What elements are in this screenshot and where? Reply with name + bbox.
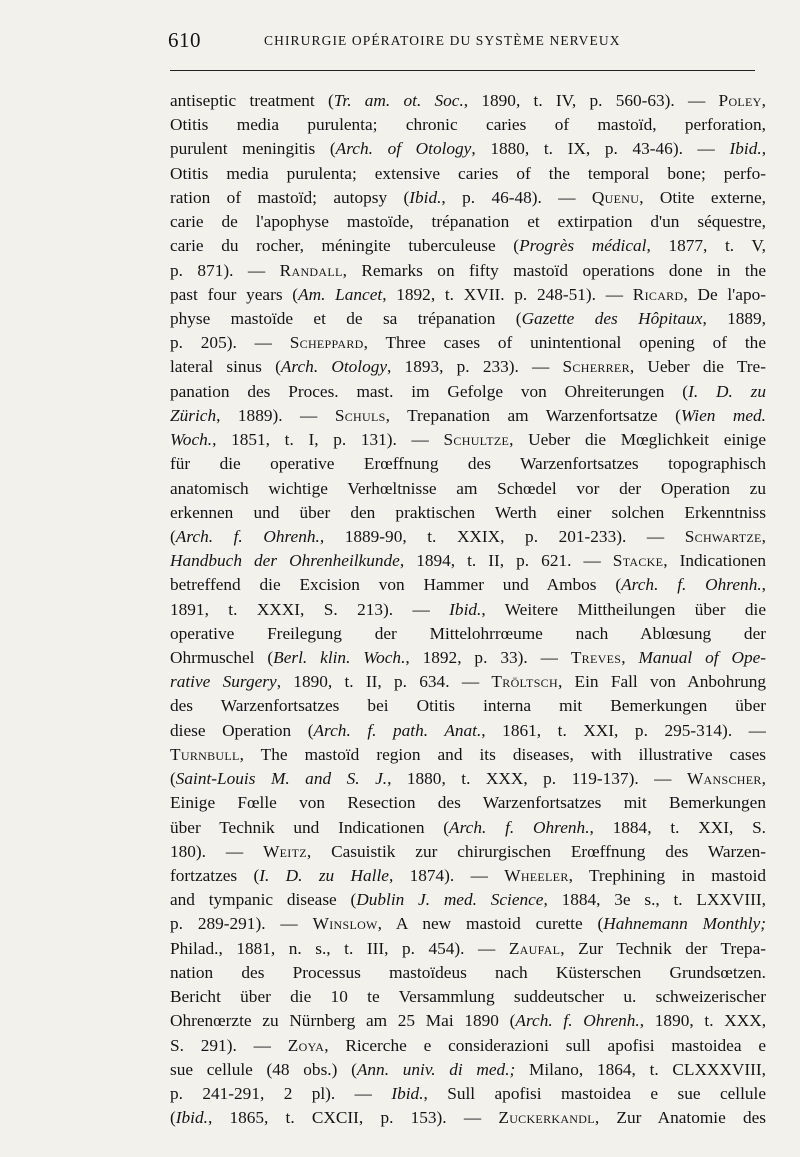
author-name: Poley [718,91,762,110]
text-run: , 1892, p. 33). — [405,648,571,668]
text-line [170,864,766,888]
italic-citation: Ibid. [729,139,762,159]
text-run: nation des Processus mastoïdeus nach Küsterschen Grundsœtzen. [170,962,766,982]
text-line [170,89,766,113]
italic-citation: Gazette des Hôpitaux [521,308,703,328]
text-run: and tympanic disease ( [170,890,357,910]
text-line [170,622,766,646]
italic-citation: Arch. f. Ohrenh. [515,1011,640,1031]
text-run: Otitis media purulenta; chronic caries of mastoïd, perforation, [170,115,766,135]
text-run: , p. 46-48). — [441,187,592,207]
text-run: , 1874). — [388,866,505,885]
author-name: Zuckerkandl [498,1108,595,1128]
text-line [170,331,766,355]
text-line [170,1082,766,1106]
text-run: , 1889). — [216,405,335,425]
author-name: Schwartze [684,526,762,546]
text-run: , Casuistik zur chirurgischen Erœffnung des Warzen- [306,841,766,861]
italic-citation: Manual of Ope- [638,648,766,668]
text-line [170,985,766,1009]
text-run: , Ueber die Tre- [629,357,766,377]
text-line [170,743,766,767]
text-line [170,283,766,307]
text-run: ( [170,769,176,789]
text-run: , Otite externe, [639,187,766,207]
text-line [170,1009,766,1033]
text-run: Philad., 1881, n. s., t. III, p. 454). — [170,938,509,958]
text-run: Otitis media purulenta; extensive caries of the temporal bone; perfo- [170,163,766,183]
italic-citation: Saint-Louis M. and S. J. [175,769,388,789]
text-run: antiseptic treatment ( [170,91,334,110]
author-name: Turnbull [170,744,240,764]
text-line [170,888,766,912]
bibliography-text [170,89,766,1130]
text-run: operative Freilegung der Mittelohrrœume nach Ablœsung der [170,623,766,643]
text-run: carie de l'apophyse mastoïde, trépanation et extirpation d'un séquestre, [170,212,766,232]
author-name: Scherrer [562,357,630,377]
text-run: , 1893, p. 233). — [387,357,563,377]
italic-citation: Arch. f. Ohrenh. [449,817,590,837]
italic-citation: Tr. am. ot. Soc. [333,91,464,110]
italic-citation: Ann. univ. di med.; [356,1059,516,1079]
author-name: Ricard [632,284,684,304]
author-name: Scheppard [289,333,364,353]
text-line [170,840,766,864]
text-run: , 1865, t. CXCII, p. 153). — [207,1108,499,1128]
italic-citation: Dublin J. med. Science [356,890,544,910]
text-run: , 1890, t. XXX, [639,1011,766,1031]
text-line [170,137,766,161]
author-name: Schuls [334,405,386,425]
text-run: , [761,769,766,789]
italic-citation: Woch. [170,430,213,450]
text-run: , 1851, t. I, p. 131). — [212,430,444,450]
text-run: 180). — [170,841,264,861]
text-line [170,1106,766,1130]
text-run: anatomisch wichtige Verhœltnisse am Schœdel vor der Operation zu [170,478,766,498]
text-line [170,767,766,791]
text-run: , Zur Anatomie des [594,1108,766,1128]
text-run: p. 871). — [170,260,280,280]
author-name: Schultze [443,430,510,450]
italic-citation: Ibid. [175,1108,208,1128]
italic-citation: Arch. f. path. Anat. [313,720,482,740]
text-run: Ohrmuschel ( [170,648,274,668]
text-line [170,1058,766,1082]
text-line [170,477,766,501]
italic-citation: Am. Lancet [298,284,383,304]
text-run: panation des Proces. mast. im Gefolge von Ohreiterungen ( [170,381,689,401]
text-line [170,937,766,961]
text-run: , 1884, 3e s., t. LXXVIII, [543,890,766,910]
text-line [170,961,766,985]
text-run: , A new mastoid curette ( [377,914,604,934]
text-run: , Three cases of unintentional opening of the [363,333,766,353]
text-run: , Trephining in mastoid [568,866,766,885]
page-number: 610 [168,28,201,52]
text-line [170,501,766,525]
text-run: , Weitere Mittheilungen über die [481,599,766,619]
text-run: , 1877, t. V, [646,236,766,256]
text-line [170,234,766,258]
text-run: past four years ( [170,284,299,304]
text-line [170,259,766,283]
italic-citation: Arch. f. Ohrenh. [175,526,320,546]
text-run: , The mastoïd region and its diseases, with illustrative cases [239,744,766,764]
text-run: , [761,139,766,159]
italic-citation: I. D. zu [688,381,766,401]
text-line [170,598,766,622]
text-line [170,452,766,476]
text-run: diese Operation ( [170,720,314,740]
text-run: für die operative Erœffnung des Warzenfortsatzes topographisch [170,454,766,474]
text-line [170,670,766,694]
italic-citation: Hahnemann Monthly; [603,914,766,934]
text-run: Milano, 1864, t. CLXXXVIII, [515,1059,766,1079]
text-run: , 1884, t. XXI, S. [589,817,766,837]
text-run: erkennen und über den praktischen Werth einer solchen Erkenntniss [170,502,766,522]
text-line [170,694,766,718]
text-run: ration of mastoïd; autopsy ( [170,187,410,207]
text-run: , Indicationen [663,551,766,571]
text-run: S. 291). — [170,1035,288,1055]
author-name: Zoya [287,1035,325,1055]
text-run: , Ricerche e considerazioni sull apofisi mastoidea e [324,1035,766,1055]
text-line [170,210,766,234]
text-run: , [761,575,766,595]
text-run: carie du rocher, méningite tuberculeuse ( [170,236,520,256]
author-name: Wanscher [686,769,762,789]
text-line [170,791,766,815]
italic-citation: rative Surgery [170,672,277,692]
text-line [170,404,766,428]
text-run: , Ein Fall von Anbohrung [557,672,766,692]
text-run: ( [170,1108,176,1128]
text-run: p. 289-291). — [170,914,313,934]
text-run: lateral sinus ( [170,357,281,377]
author-name: Winslow [312,914,378,934]
text-line [170,380,766,404]
text-line [170,719,766,743]
italic-citation: Progrès médical [519,236,647,256]
author-name: Quenu [591,187,640,207]
text-line [170,307,766,331]
italic-citation: Ibid. [449,599,482,619]
author-name: Wheeler [504,866,569,885]
text-run: , 1892, t. XVII. p. 248-51). — [382,284,633,304]
italic-citation: Ibid. [391,1083,424,1103]
author-name: Randall [279,260,343,280]
italic-citation: Arch. of Otology [335,139,472,159]
text-line [170,549,766,573]
text-run: des Warzenfortsatzes bei Otitis interna mit Bemerkungen über [170,696,766,716]
text-run: über Technik und Indicationen ( [170,817,450,837]
running-head [168,28,760,58]
text-run: p. 205). — [170,333,290,353]
author-name: Treves [570,648,622,668]
text-run: purulent meningitis ( [170,139,336,159]
text-run: ( [170,526,176,546]
italic-citation: I. D. zu Halle [259,866,389,885]
running-title: CHIRURGIE OPÉRATOIRE DU SYSTÈME NERVEUX [264,33,621,48]
text-run: , Ueber die Mœglichkeit einige [509,430,766,450]
text-run: , 1861, t. XXI, p. 295-314). — [481,720,766,740]
text-run: fortzatzes ( [170,866,260,885]
text-run: Einige Fœlle von Resection des Warzenfortsatzes mit Bemerkungen [170,793,766,813]
text-run: betreffend die Excision von Hammer und Ambos ( [170,575,622,595]
text-line [170,428,766,452]
text-run: , Remarks on fifty mastoïd operations done in the [342,260,766,280]
text-run: , 1889-90, t. XXIX, p. 201-233). — [319,526,685,546]
text-run: , [761,526,766,546]
text-line [170,525,766,549]
text-run: , [761,91,766,110]
text-line [170,816,766,840]
text-run: Ohrenœrzte zu Nürnberg am 25 Mai 1890 ( [170,1011,516,1031]
text-run: , De l'apo- [683,284,766,304]
italic-citation: Handbuch der Ohrenheilkunde [170,551,400,571]
italic-citation: Arch. Otology [280,357,388,377]
text-line [170,646,766,670]
text-run: sue cellule (48 obs.) ( [170,1059,357,1079]
text-run: , Sull apofisi mastoidea e sue cellule [423,1083,766,1103]
text-run: , 1880, t. IX, p. 43-46). — [471,139,730,159]
italic-citation: Zürich [170,405,217,425]
author-name: Zaufal [508,938,561,958]
text-line [170,912,766,936]
text-line [170,1034,766,1058]
text-run: , 1890, t. II, p. 634. — [276,672,492,692]
italic-citation: Arch. f. Ohrenh. [621,575,762,595]
text-run: Bericht über die 10 te Versammlung suddeutscher u. schweizerischer [170,987,766,1007]
text-line [170,573,766,597]
text-run: , 1880, t. XXX, p. 119-137). — [387,769,687,789]
text-run: physe mastoïde et de sa trépanation ( [170,308,522,328]
author-name: Stacke [612,551,664,571]
header-rule [170,70,755,71]
text-run: 1891, t. XXXI, S. 213). — [170,599,450,619]
text-run: , 1894, t. II, p. 621. — [399,551,613,571]
text-line [170,162,766,186]
text-run: , Trepanation am Warzenfortsatze ( [385,405,681,425]
text-run: p. 241-291, 2 pl). — [170,1083,392,1103]
author-name: Weitz [263,841,307,861]
text-run: , 1889, [702,308,766,328]
text-run: , Zur Technik der Trepa- [560,938,766,958]
text-line [170,355,766,379]
text-line [170,186,766,210]
italic-citation: Berl. klin. Woch. [273,648,406,668]
author-name: Tröltsch [491,672,558,692]
text-run: , 1890, t. IV, p. 560-63). — [463,91,719,110]
italic-citation: Wien med. [680,405,766,425]
text-run: , [621,648,639,668]
text-line [170,113,766,137]
italic-citation: Ibid. [409,187,442,207]
